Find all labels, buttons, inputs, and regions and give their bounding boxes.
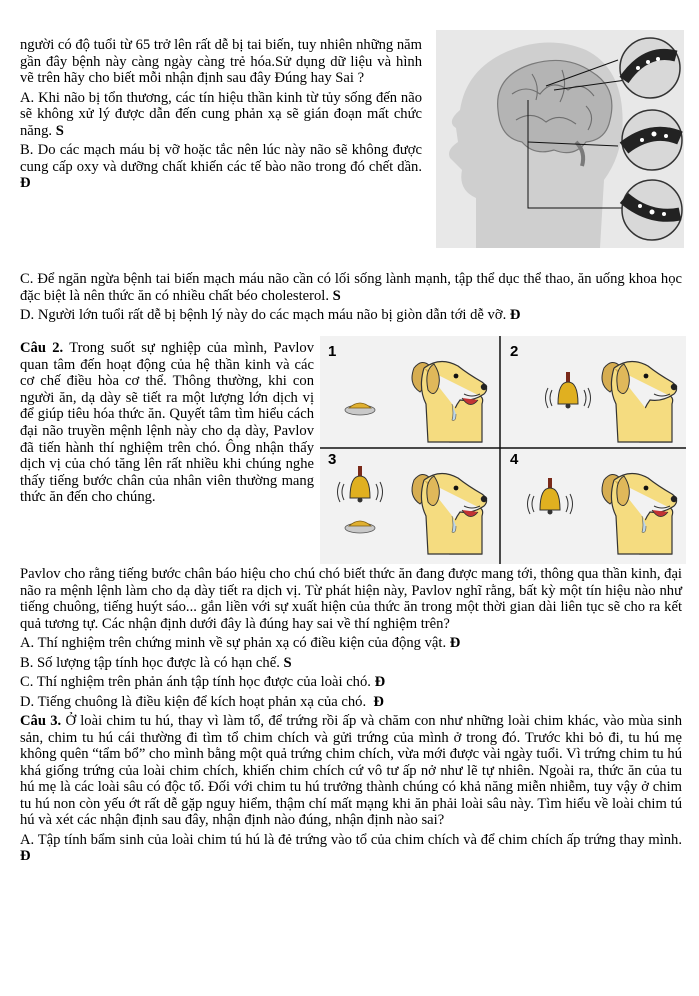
q1-option-a bbox=[20, 90, 422, 140]
q2-intro-block bbox=[20, 340, 314, 506]
q1-intro: người có độ tuổi từ 65 trở lên rất dễ bị tai biến, tuy nhiên những năm gần đây bệnh này càng ngày càng trẻ hóa.Sử dụng dữ liệu và hình vẽ trên hãy cho biết mỗi nhận định sau đây Đúng hay Sai ? bbox=[20, 37, 422, 86]
q2-option-d-text: D. Tiếng chuông là điều kiện để kích hoạt phản xạ của chó. bbox=[20, 693, 367, 710]
panel-4-number: 4 bbox=[510, 451, 519, 468]
vessel-circle-2 bbox=[622, 110, 682, 170]
q2-option-a-text: A. Thí nghiệm trên chứng minh về sự phản xạ có điều kiện của động vật. bbox=[20, 635, 447, 651]
q2-option-b-text: B. Số lượng tập tính học được là có hạn chế. bbox=[20, 654, 280, 671]
q1-option-a-text: A. Khi não bị tổn thương, các tín hiệu thần kinh từ tủy sống đến não sẽ không xử lý được dẫn đến cung phản xạ sẽ gián đoạn mất chức năng. bbox=[20, 89, 422, 139]
q2-option-d-answer: Đ bbox=[373, 693, 384, 710]
brain-icon bbox=[498, 60, 612, 152]
q1-option-d-text: D. Người lớn tuổi rất dễ bị bệnh lý này do các mạch máu não bị giòn dẫn tới dễ vỡ. bbox=[20, 307, 507, 323]
q2-option-b bbox=[20, 655, 682, 672]
panel-1-number: 1 bbox=[328, 343, 337, 360]
q1-option-d bbox=[20, 307, 682, 324]
q1-top-block bbox=[20, 37, 422, 195]
q2-intro bbox=[20, 340, 314, 506]
q2-option-c-text: C. Thí nghiệm trên phản ánh tập tính học được của loài chó. bbox=[20, 674, 371, 690]
q3-label: Câu 3. bbox=[20, 713, 62, 729]
q3-option-a-text: A. Tập tính bẩm sinh của loài chim tú hú là đẻ trứng vào tổ của chim chích và để chim chích ấp trứng thay mình. bbox=[20, 831, 682, 848]
brain-stroke-figure bbox=[436, 30, 684, 248]
q2-option-a bbox=[20, 635, 682, 652]
q3-option-a-answer: Đ bbox=[20, 848, 31, 864]
q2-option-c bbox=[20, 674, 682, 691]
q3-intro-text: Ở loài chim tu hú, thay vì làm tổ, để trứng rồi ấp và chăm con như những loài chim khác, vào mùa sinh sản, chim tu hú cái thường đi tìm tổ chim chích và gửi trứng của mình ở trong đó. Trước khi bỏ đi, tu hú mẹ không quên “tẩm bổ” cho mình bằng một quả trứng chim chích, vừa mới được vài ngày tuổi. Vì trứng chim tu hú khá giống trứng của loài chim chích, khiến chim chích cứ vô tư ấp nở như lẽ tự nhiên. Ngoài ra, thức ăn của tu hú mẹ là các loài sâu có độc tố. Đối với chim tu hú trưởng thành chúng có khả năng miễn nhiễm, tuy vậy ở chim tu hú non còn yếu ớt rất dễ gặp nguy hiểm, thậm chí mất mạng khi ăn phải loài sâu này. Tìm hiểu về loài chim tú hú và xét các nhận định sau đây, nhận định nào đúng, nhận định nào sai? bbox=[20, 713, 683, 828]
q2-option-d bbox=[20, 694, 682, 711]
vessel-circle-3 bbox=[622, 180, 682, 240]
q1-option-c-text: C. Để ngăn ngừa bệnh tai biến mạch máu não cần có lối sống lành mạnh, tập thể dục thể thao, ăn uống khoa học đặc biệt là nên thức ăn có nhiều chất béo cholesterol. bbox=[20, 271, 682, 304]
q3-intro bbox=[20, 713, 682, 829]
q2-option-c-answer: Đ bbox=[374, 674, 386, 690]
q2-q3-block bbox=[20, 566, 682, 868]
q1-option-b-text: B. Do các mạch máu bị vỡ hoặc tắc nên lúc này não sẽ không được cung cấp oxy và dưỡng chất khiến các tế bào não trong đó chết dần. bbox=[20, 142, 422, 175]
q2-option-a-answer: Đ bbox=[449, 635, 461, 651]
q1-option-b bbox=[20, 142, 422, 192]
pavlov-experiment-figure bbox=[320, 336, 686, 564]
q2-intro-text: Trong suốt sự nghiệp của mình, Pavlov quan tâm đến hoạt động của hệ thần kinh và các cơ chế điều hòa cơ thể. Thông thường, khi con người ăn, dạ dày sẽ tiết ra một lượng lớn dịch vị để giúp tiêu hóa thức ăn. Quyết tâm tìm hiểu cách đại não truyền mệnh lệnh này cho dạ dày, Pavlov đã tiến hành thí nghiệm trên chó. Ông nhận thấy dịch vị của chó tăng lên rất nhiều khi chúng nghe thấy tiếng bước chân của nhân viên thường mang thức ăn đến cho chúng. bbox=[20, 340, 315, 506]
q2-option-b-answer: S bbox=[283, 654, 292, 671]
q1-option-c bbox=[20, 271, 682, 304]
q1-option-c-answer: S bbox=[332, 287, 341, 304]
vessel-circle-1 bbox=[620, 38, 680, 98]
q2-label: Câu 2. bbox=[20, 340, 64, 356]
panel-2-number: 2 bbox=[510, 343, 519, 360]
q1-option-b-answer: Đ bbox=[20, 175, 31, 191]
q1-option-d-answer: Đ bbox=[509, 307, 521, 323]
q2-paragraph: Pavlov cho rằng tiếng bước chân báo hiệu cho chú chó biết thức ăn đang được mang tới, thông qua thần kinh, đại não ra mệnh lệnh làm cho dạ dày tiết ra dịch vị. Từ phát hiện này, Pavlov nghĩ rằng, bất kỳ một tín hiệu nào như tiếng chuông, tiếng huýt sáo... gắn liền với sự xuất hiện của thức ăn trong một thời gian dài liên tục sẽ cho ra kết quả tương tự. Các nhận định dưới đây là đúng hay sai về thí nghiệm trên? bbox=[20, 566, 682, 632]
q1-option-a-answer: S bbox=[55, 122, 64, 139]
q3-option-a bbox=[20, 832, 682, 865]
q1-bottom-block bbox=[20, 271, 682, 327]
panel-3-number: 3 bbox=[328, 451, 337, 468]
